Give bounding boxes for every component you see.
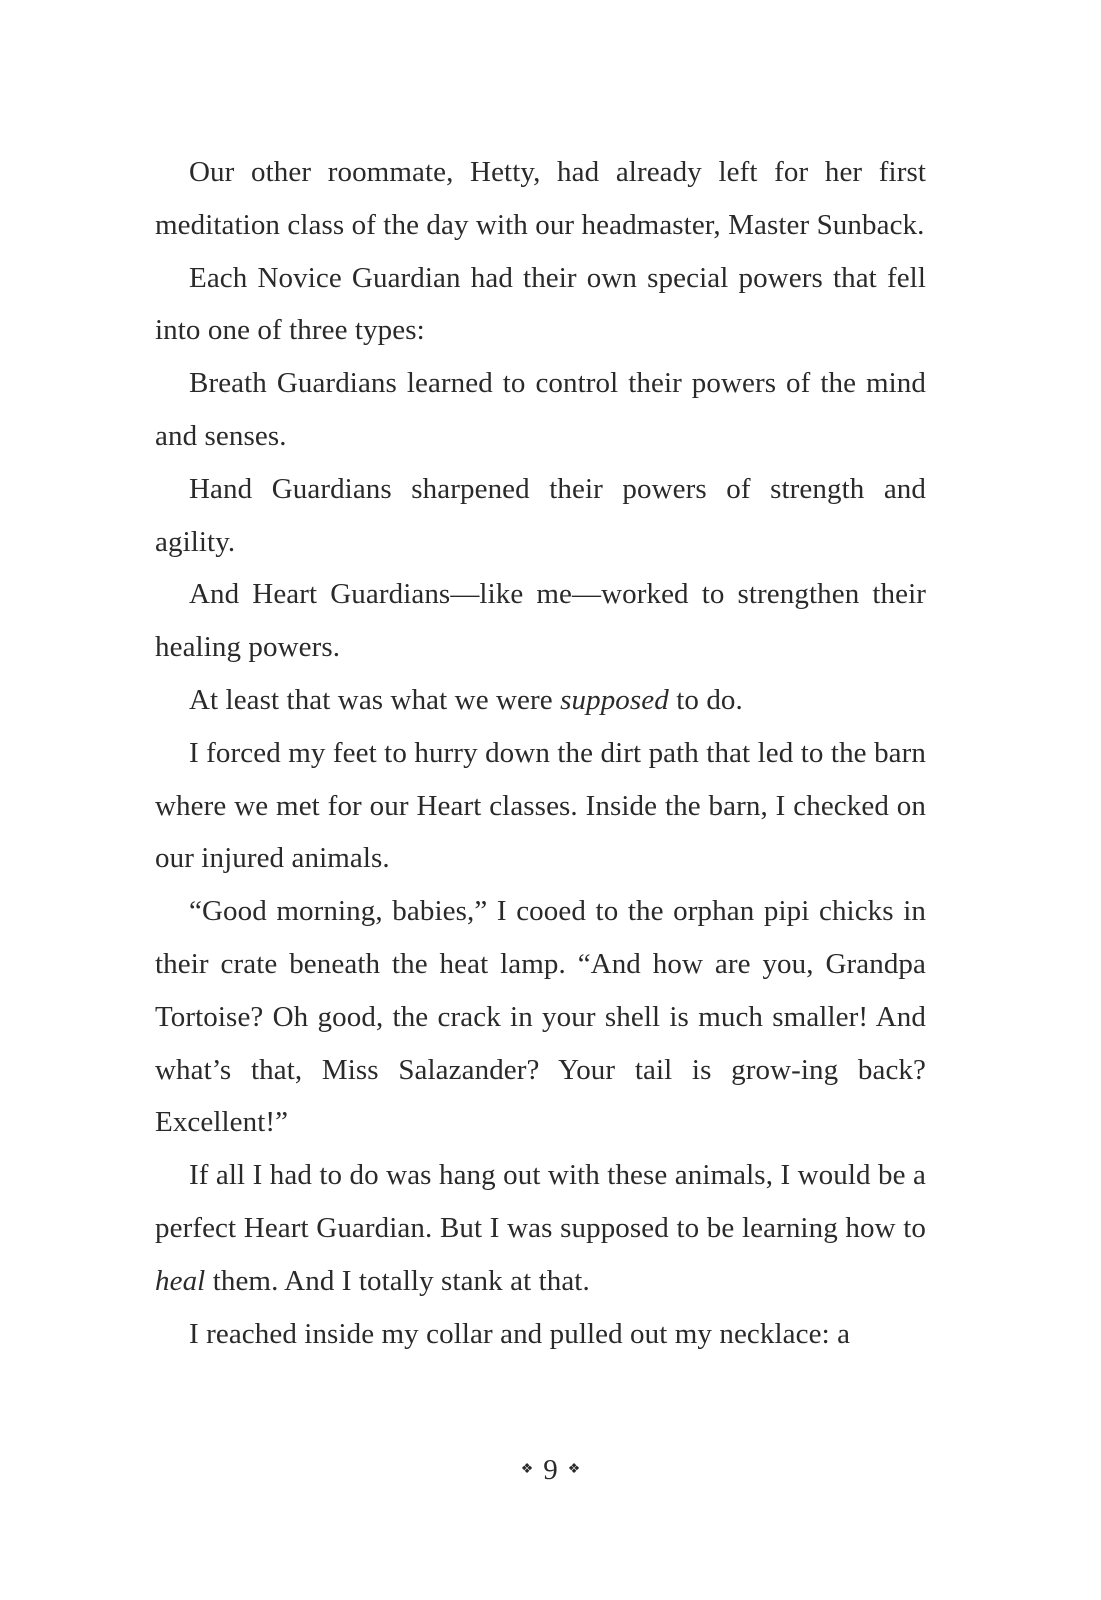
text-run: to do.: [668, 683, 743, 716]
paragraph: I forced my feet to hurry down the dirt path that led to the barn where we met for our Heart classes. Inside the barn, I checked on our injured animals.: [155, 736, 926, 875]
paragraph: Breath Guardians learned to control their powers of the mind and senses.: [155, 367, 926, 452]
text-run: At least that was what we were: [189, 683, 561, 716]
emphasis-run: heal: [155, 1264, 206, 1297]
page-number: 9: [543, 1454, 558, 1486]
text-run: If all I had to do was hang out with these animals, I would be a perfect Heart Guardian. But I was supposed to be learning how to: [155, 1159, 926, 1244]
diamond-ornament-icon: ❖: [567, 1462, 581, 1478]
paragraph: [155, 674, 926, 727]
emphasis-run: supposed: [560, 683, 669, 716]
paragraph: [155, 1149, 926, 1307]
paragraph: “Good morning, babies,” I cooed to the orphan pipi chicks in their crate beneath the heat lamp. “And how are you, Grandpa Tortoise? Oh good, the crack in your shell is much smaller! And what’s that, Miss Salazander? Your tail is grow-ing back? Excellent!”: [155, 895, 926, 1139]
paragraph: And Heart Guardians—like me—worked to strengthen their healing powers.: [155, 578, 926, 664]
paragraph: Each Novice Guardian had their own special powers that fell into one of three types:: [155, 261, 926, 347]
text-run: them. And I totally stank at that.: [205, 1264, 590, 1297]
page-body: [155, 146, 926, 1360]
paragraph: Hand Guardians sharpened their powers of strength and agility.: [155, 472, 926, 558]
page-footer: [0, 1450, 1101, 1490]
paragraph: Our other roommate, Hetty, had already left for her first meditation class of the day with our headmaster, Master Sunback.: [155, 156, 926, 241]
diamond-ornament-icon: ❖: [520, 1462, 534, 1478]
paragraph: I reached inside my collar and pulled out my necklace: a: [189, 1317, 851, 1350]
